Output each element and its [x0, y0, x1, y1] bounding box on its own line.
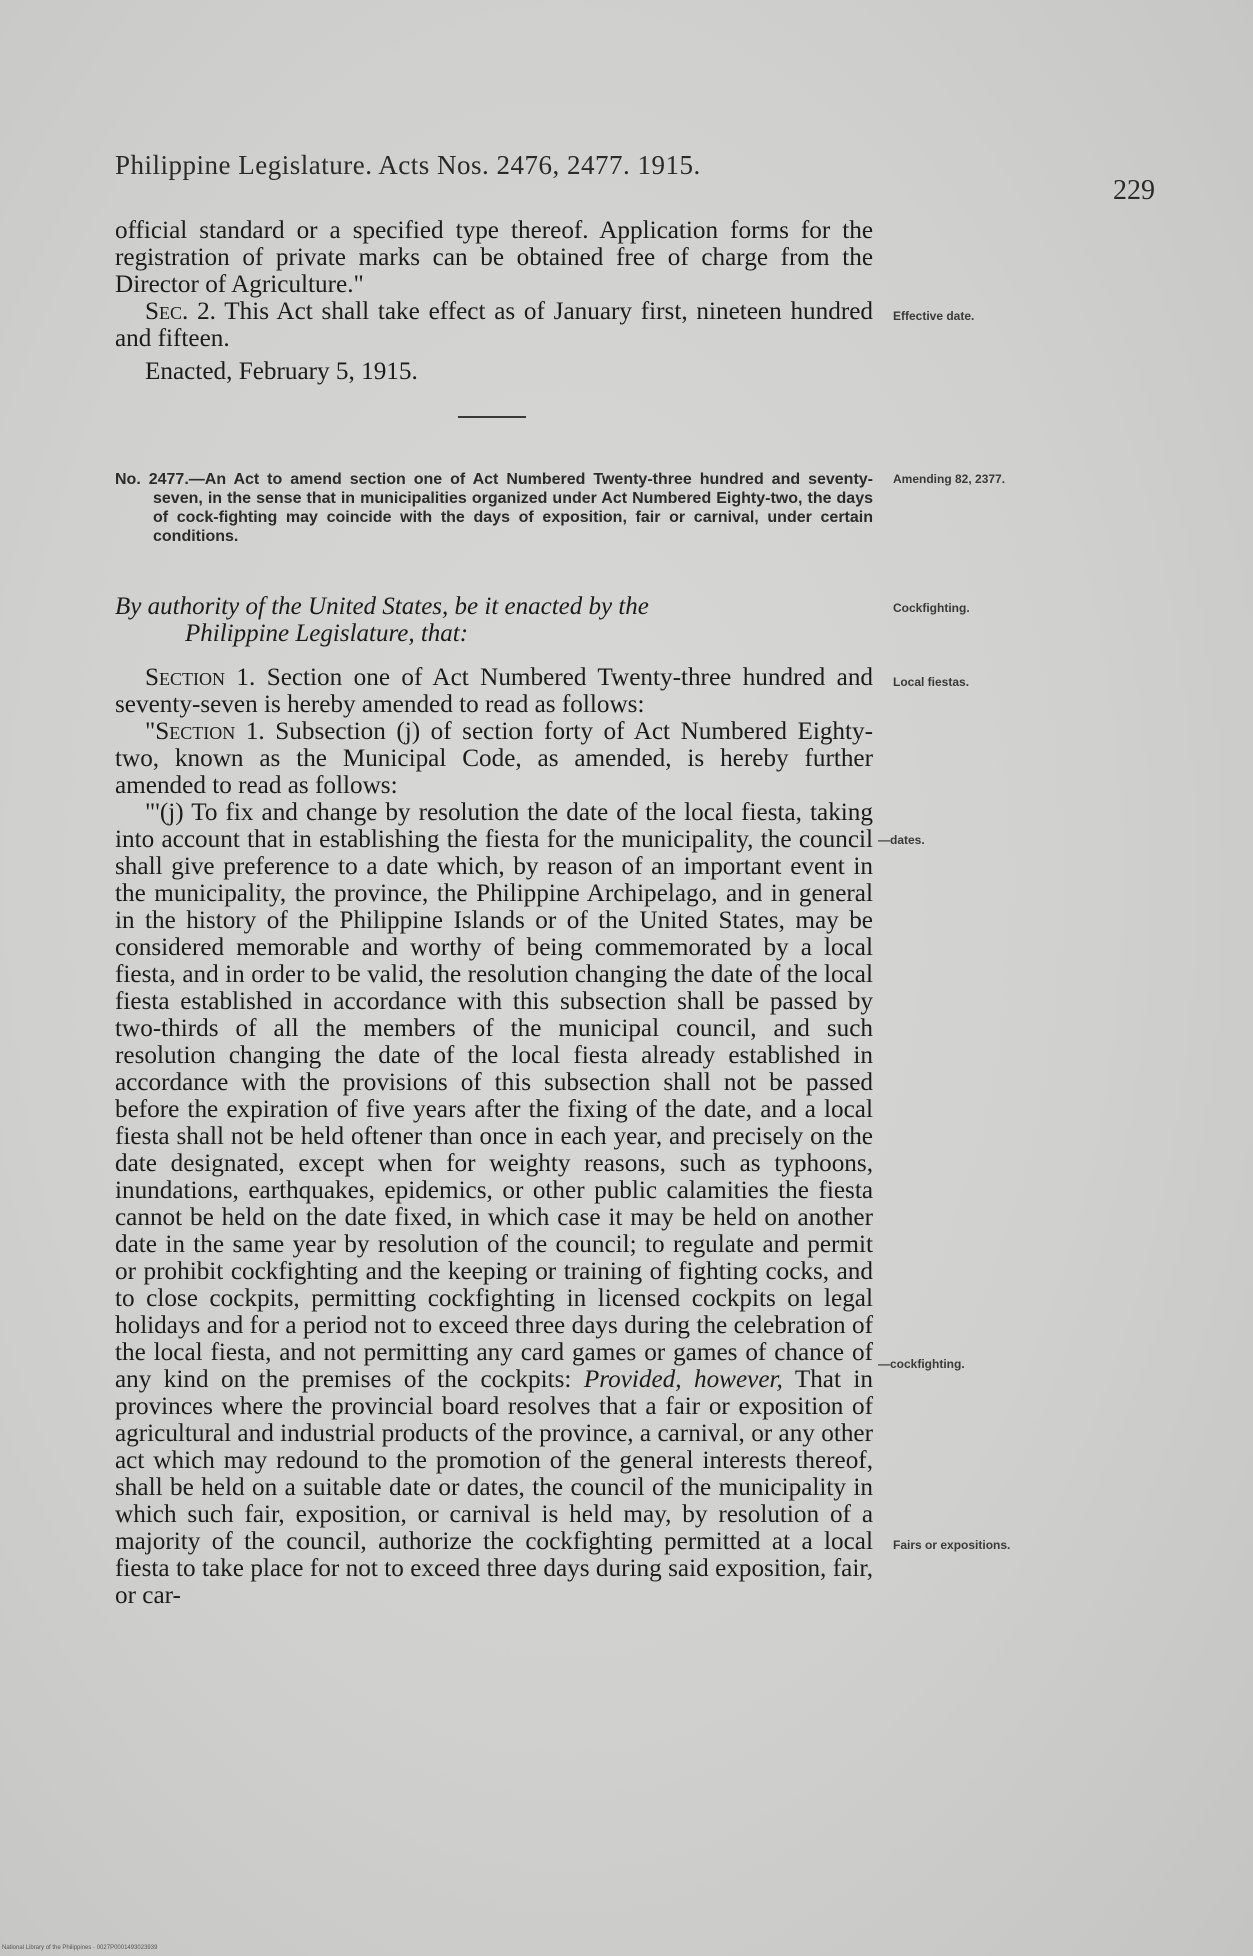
margin-note-effective-date: Effective date.	[893, 309, 975, 323]
continuation-text: official standard or a specified type thereof. Application forms for the registration of private marks can be obtained free of charge from the Director of Agriculture."	[115, 217, 873, 298]
section-2-label: Sec. 2.	[145, 298, 216, 325]
page-number: 229	[1113, 175, 1155, 206]
subsection-j-part1: "'(j) To fix and change by resolution the date of the local fiesta, taking into account that in establishing the fiesta for the municipality, the council shall give preference to a date which, by reason of an important event in the municipality, the province, the Philippine Archipelago, and in general in the history of the Philippine Islands or of the United States, may be considered memorable and worthy of being commemorated by a local fiesta, and in order to be valid, the resolution changing the date of the local fiesta established in accordance with this subsection shall be passed by two-thirds of all the members of the municipal council, and such resolution changing the date of the local fiesta already established in accordance with the provisions of this subsection shall not be passed before the expiration of five years after the fixing of the date, and a local fiesta shall not be held oftener than once in each year, and precisely on the date designated, except when for weighty reasons, such as typhoons, inundations, earthquakes, epidemics, or other public calamities the fiesta cannot be held on the date fixed, in which case it may be held on another date in the same year by resolution of the council; to regulate and permit or prohibit cockfighting and the keeping or training of fighting cocks, and to close cockpits, permitting cockfighting in licensed cockpits on legal holidays and for a period not to exceed three days during the celebration of the local fiesta, and not permitting any card games or games of chance of any kind on the premises of the cockpits:	[115, 799, 873, 1393]
enacting-line-1: By authority of the United States, be it enacted by the	[115, 593, 649, 620]
proviso: Provided, however,	[583, 1366, 783, 1393]
margin-note-local-fiestas: Local fiestas.	[893, 675, 970, 689]
quoted-section-1	[115, 718, 873, 799]
section-1-label: Section 1.	[145, 664, 256, 691]
margin-note-cockfighting: Cockfighting.	[893, 601, 970, 615]
enacting-line-2: Philippine Legislature, that:	[185, 620, 469, 647]
section-1	[115, 664, 873, 718]
margin-note-amending: Amending 82, 2377.	[893, 472, 1006, 486]
act-2477-body	[115, 664, 873, 1609]
archive-footer: National Library of the Philippines · 0027P0001493023939	[2, 1945, 158, 1951]
section-2-text: This Act shall take effect as of January first, nineteen hundred and fifteen.	[115, 298, 873, 352]
quoted-section-label: "Section 1.	[145, 718, 265, 745]
section-divider	[458, 416, 526, 418]
section-1-text: Section one of Act Numbered Twenty-three hundred and seventy-seven is hereby amended to read as follows:	[115, 664, 874, 718]
quoted-section-text: Subsection (j) of section forty of Act Numbered Eighty-two, known as the Municipal Code, as amended, is hereby further amended to read as follows:	[115, 718, 874, 799]
subsection-j-part2: That in provinces where the provincial board resolves that a fair or exposition of agricultural and industrial products of the province, a carnival, or any other act which may redound to the promotion of the general interests thereof, shall be held on a suitable date or dates, the council of the municipality in which such fair, exposition, or carnival is held may, by resolution of a majority of the council, authorize the cockfighting permitted at a local fiesta to take place for not to exceed three days during said exposition, fair, or car-	[115, 1366, 874, 1609]
margin-note-dates: —dates.	[878, 833, 925, 847]
section-2	[115, 298, 873, 352]
running-header: Philippine Legislature. Acts Nos. 2476, 2477. 1915.	[115, 150, 701, 180]
act-2477-title-text: No. 2477.—An Act to amend section one of Act Numbered Twenty-three hundred and seventy-seven, in the sense that in municipalities organized under Act Numbered Eighty-two, the days of cock-fighting may coincide with the days of exposition, fair or carnival, under certain conditions.	[115, 471, 873, 545]
margin-note-fairs: Fairs or expositions.	[893, 1538, 1011, 1552]
enacting-clause	[115, 593, 873, 647]
act-2477-title	[115, 470, 873, 546]
margin-note-cockfighting-sub: —cockfighting.	[878, 1357, 965, 1371]
continuation-block	[115, 217, 873, 385]
enacted-line: Enacted, February 5, 1915.	[145, 358, 418, 385]
subsection-j	[115, 799, 873, 1609]
